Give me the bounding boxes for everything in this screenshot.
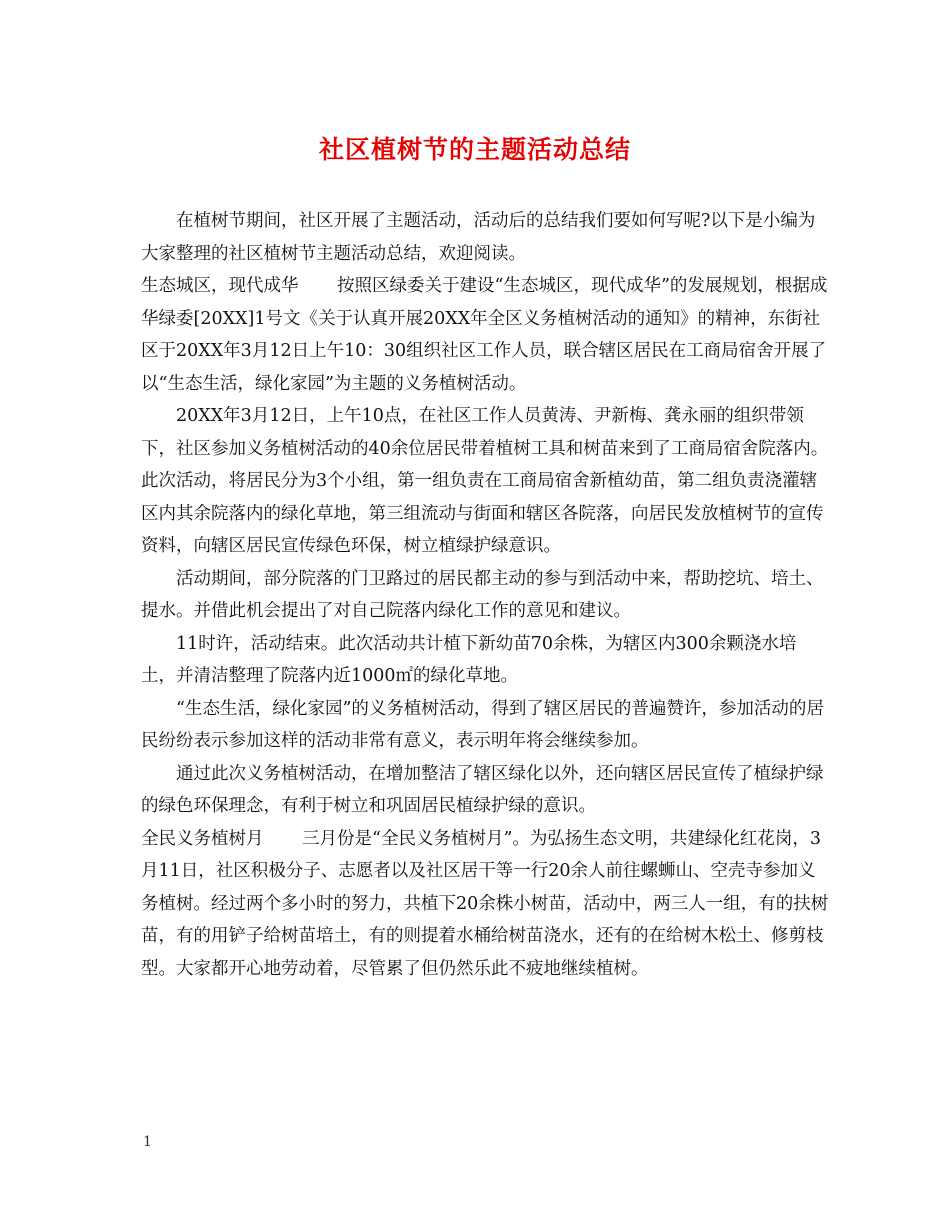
- paragraph: 20XX年3月12日，上午10点，在社区工作人员黄涛、尹新梅、龚永丽的组织带领下，社区参加义务植树活动的40余位居民带着植树工具和树苗来到了工商局宿舍院落内。此次活动，将居民分为3个小组，第一组负责在工商局宿舍新植幼苗，第二组负责浇灌辖区内其余院落内的绿化草地，第三组流动与街面和辖区各院落，向居民发放植树节的宣传资料，向辖区居民宣传绿色环保，树立植绿护绿意识。: [141, 406, 829, 556]
- paragraph: 活动期间，部分院落的门卫路过的居民都主动的参与到活动中来，帮助挖坑、培土、提水。并借此机会提出了对自己院落内绿化工作的意见和建议。: [141, 568, 824, 621]
- page-number: 1: [143, 1134, 152, 1150]
- paragraph-section-2: [141, 823, 831, 986]
- section-heading: 全民义务植树月: [141, 828, 264, 849]
- paragraph-intro: 在植树节期间，社区开展了主题活动，活动后的总结我们要如何写呢?以下是小编为大家整理的社区植树节主题活动总结，欢迎阅读。: [141, 211, 816, 264]
- section-heading: 生态城区，现代成华: [141, 276, 299, 296]
- paragraph-text: 三月份是“全民义务植树月”。为弘扬生态文明，共建绿化红花岗，3月11日，社区积极分子、志愿者以及社区居干等一行20余人前往螺蛳山、空壳寺参加义务植树。经过两个多小时的努力，共植下20余株小树苗，活动中，两三人一组，有的扶树苗，有的用铲子给树苗培土，有的则提着水桶给树苗浇水，还有的在给树木松土、修剪枝型。大家都开心地劳动着，尽管累了但仍然乐此不疲地继续植树。: [141, 828, 829, 979]
- paragraph: 11时许，活动结束。此次活动共计植下新幼苗70余株，为辖区内300余颗浇水培土，并清洁整理了院落内近1000㎡的绿化草地。: [141, 633, 797, 686]
- document-body: [141, 205, 831, 985]
- paragraph-text: 按照区绿委关于建设“生态城区，现代成华”的发展规划，根据成华绿委[20XX]1号文《关于认真开展20XX年全区义务植树活动的通知》的精神，东街社区于20XX年3月12日上午10：30组织社区工作人员，联合辖区居民在工商局宿舍开展了以“生态生活，绿化家园”为主题的义务植树活动。: [141, 276, 828, 394]
- paragraph: 通过此次义务植树活动，在增加整洁了辖区绿化以外，还向辖区居民宣传了植绿护绿的绿色环保理念，有利于树立和巩固居民植绿护绿的意识。: [141, 763, 824, 816]
- paragraph-section-1: [141, 270, 831, 400]
- document-title: 社区植树节的主题活动总结: [318, 135, 631, 164]
- paragraph: “生态生活，绿化家园”的义务植树活动，得到了辖区居民的普遍赞许，参加活动的居民纷纷表示参加这样的活动非常有意义，表示明年将会继续参加。: [141, 698, 824, 751]
